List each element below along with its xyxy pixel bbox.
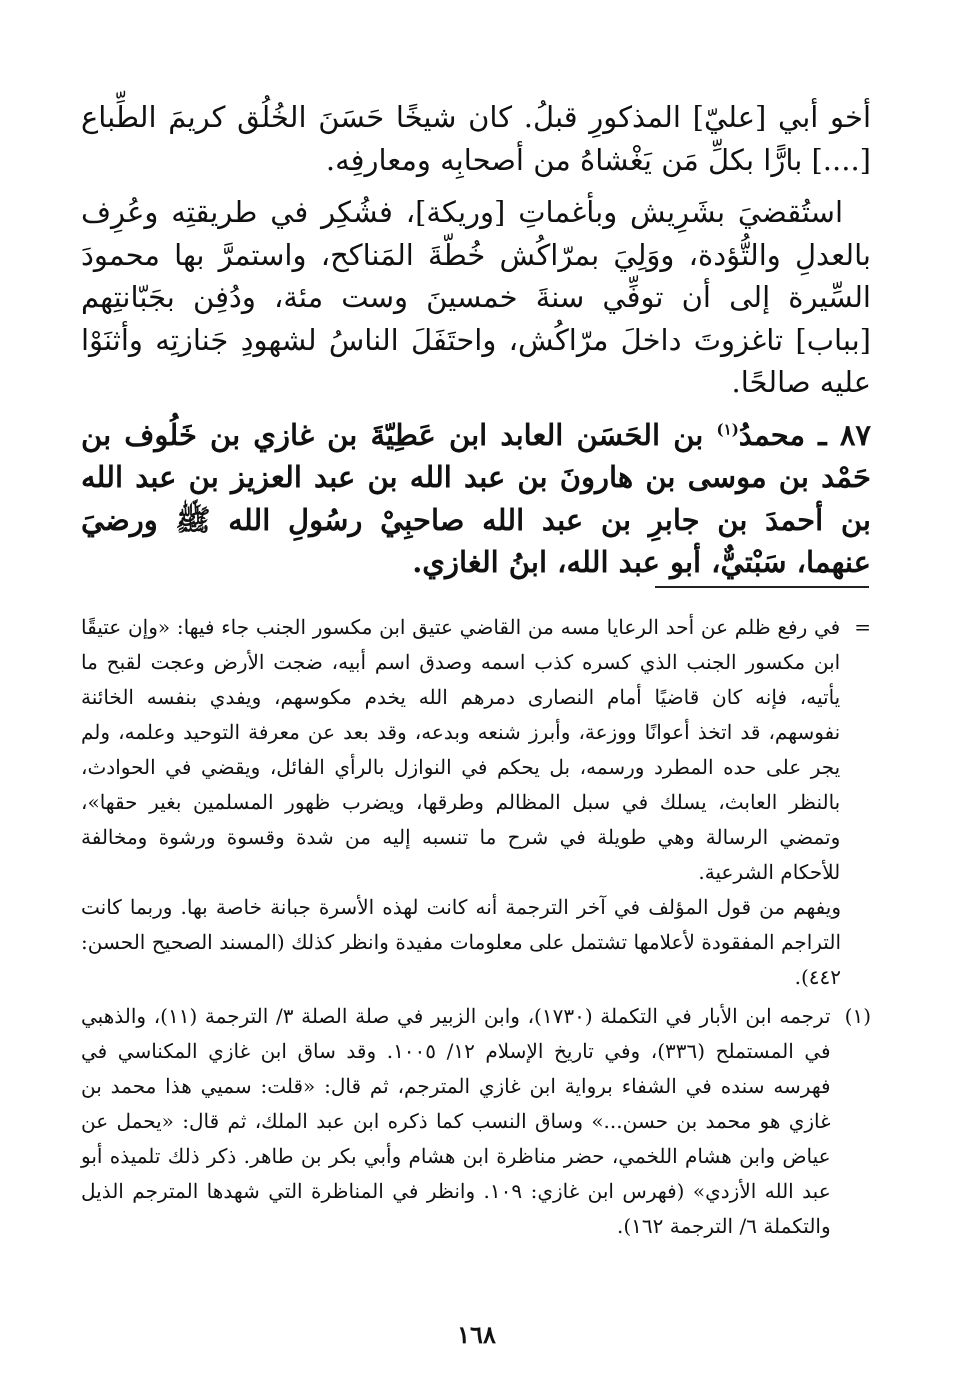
footnote-separator	[655, 586, 869, 588]
footnote-1-body	[81, 999, 831, 1244]
continuation-paragraph-2: ويفهم من قول المؤلف في آخر الترجمة أنه كانت لهذه الأسرة جبانة خاصة بها. وربما كانت التراجم المفقودة لأعلامها تشتمل على معلومات مفيدة وانظر كذلك (المسند الصحيح الحسن: ٤٤٢).	[81, 895, 841, 989]
footnote-1	[81, 999, 871, 1244]
entry-lineage: بن الحَسَن العابد ابن عَطِيّةَ بن غازي بن خَلُوف بن حَمْد بن موسى بن هارونَ بن عبد الله بن عبد العزيز بن عبد الله بن أحمدَ بن جابرِ بن عبد الله صاحبِيْ رسُولِ الله ﷺ ورضيَ عنهما، سَبْتيٌّ، أبو عبد الله، ابنُ الغازي.	[81, 417, 871, 579]
footnote-1-text: ترجمه ابن الأبار في التكملة (١٧٣٠)، وابن الزبير في صلة الصلة ٣/ الترجمة (١١)، والذهبي في المستملح (٣٣٦)، وفي تاريخ الإسلام ١٢/ ١٠٠٥. وقد ساق ابن غازي المكناسي في فهرسه سنده في الشفاء برواية ابن غازي المترجم، ثم قال: «قلت: سميي هذا محمد بن غازي هو محمد بن حسن...» وساق النسب كما ذكره ابن عبد الملك، ثم قال: «يحمل عن عياض وابن هشام اللخمي، حضر مناظرة ابن هشام وأبي بكر بن طاهر. ذكر ذلك تلميذه أبو عبد الله الأزدي» (فهرس ابن غازي: ١٠٩. وانظر في المناظرة التي شهدها المترجم الذيل والتكملة ٦/ الترجمة ١٦٢).	[81, 1004, 831, 1238]
main-text	[81, 96, 871, 594]
footnote-1-mark: (١)	[844, 1004, 871, 1028]
paragraph-2: استُقضيَ بشَرِيش وبأغماتِ [وريكة]، فشُكِر في طريقتِه وعُرِف بالعدلِ والتُّؤدة، ووَلِيَ بمرّاكُش خُطّةَ المَناكح، واستمرَّ بها محمودَ السِّيرة إلى أن توفِّي سنةَ خمسينَ وست مئة، ودُفِن بجَبّانتِهم [بباب] تاغزوتَ داخلَ مرّاكُش، واحتَفَلَ الناسُ لشهودِ جَنازتِه وأثنَوْا عليه صالحًا.	[81, 195, 871, 399]
biography-entry-87	[81, 414, 871, 584]
paragraph-1: أخو أبي [عليّ] المذكورِ قبلُ. كان شيخًا حَسَنَ الخُلُق كريمَ الطِّباع [....] بارًّا بكلِّ مَن يَغْشاهُ من أصحابِه ومعارفِه.	[81, 100, 871, 177]
continuation-body	[81, 610, 840, 890]
continuation-paragraph-1: في رفع ظلم عن أحد الرعايا مسه من القاضي عتيق ابن مكسور الجنب جاء فيها: «وإن عتيقًا ابن مكسور الجنب الذي كسره كذب اسمه وصدق اسم أبيه، ضجت الأرض وعجت لقبح ما يأتيه، فإنه كان قاضيًا أمام النصارى دمرهم الله يخدم مكوسهم، ويفدي بنفسه الخائنة نفوسهم، قد اتخذ أعوانًا ووزعة، وأبرز شنعه وبدعه، وقد بعد عن معرفة التوحيد وعلمه، ولم يجر على حده المطرد ورسمه، بل يحكم في النوازل بالرأي الفائل، ويقضي في الحوادث، بالنظر العابث، يسلك في سبل المظالم وطرقها، ويضرب ظهور المسلمين بغير حقها»، وتمضي الرسالة وهي طويلة في شرح ما تنسبه إليه من شدة وقسوة ورشوة ومخالفة للأحكام الشرعية.	[81, 615, 841, 884]
continuation-mark: =	[854, 615, 871, 639]
entry-heading: ٨٧ ـ محمدُ	[738, 417, 871, 452]
footnote-continuation	[81, 610, 871, 890]
footnotes-section	[81, 610, 871, 1244]
page-number: ١٦٨	[457, 1320, 496, 1349]
footnote-ref-1: (١)	[716, 419, 739, 438]
